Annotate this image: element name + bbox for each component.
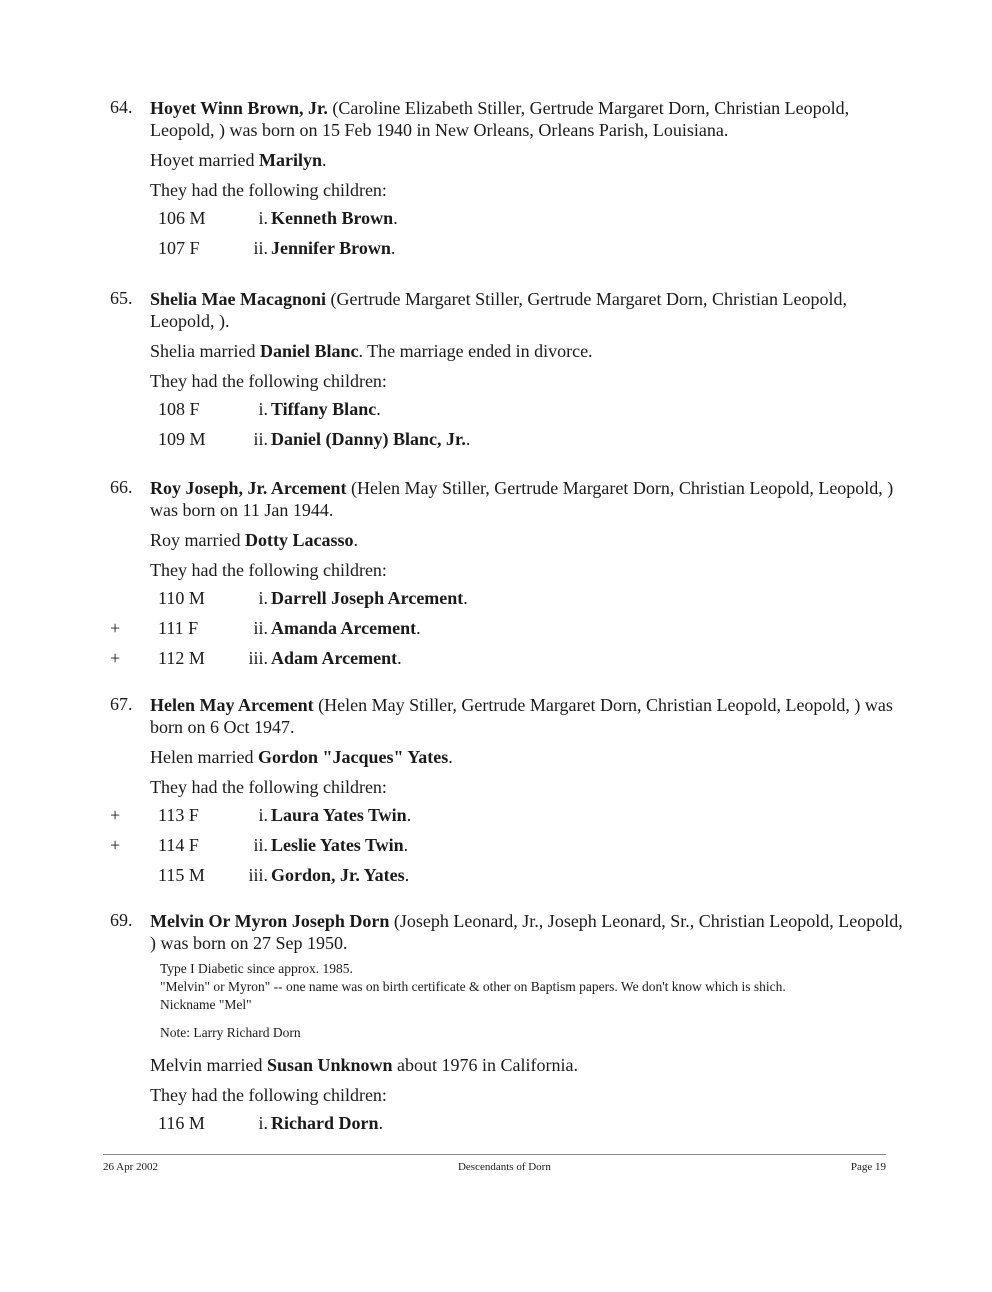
- child-index: i.: [258, 399, 268, 419]
- person-name: Melvin Or Myron Joseph Dorn: [150, 911, 390, 931]
- child-index: ii.: [253, 835, 268, 855]
- entry-number: 65.: [110, 288, 133, 308]
- person-details: (Gertrude Margaret Stiller, Gertrude Margaret Dorn, Christian Leopold, Leopold, ).: [150, 289, 847, 331]
- marriage-line: [150, 746, 910, 768]
- entry-heading: [150, 694, 910, 738]
- marriage-line: [150, 1054, 910, 1076]
- children-intro: They had the following children:: [150, 560, 387, 580]
- child-row: [150, 1108, 910, 1138]
- person-name: Shelia Mae Macagnoni: [150, 289, 326, 309]
- child-name: Gordon, Jr. Yates.: [271, 865, 410, 885]
- children-list: [150, 394, 910, 454]
- child-id: 111 F: [158, 618, 199, 638]
- marriage-line: [150, 149, 910, 171]
- note-line: Type I Diabetic since approx. 1985.: [160, 961, 353, 976]
- entry-number: 67.: [110, 694, 133, 714]
- child-row: [150, 233, 910, 263]
- child-name: Leslie Yates Twin.: [271, 835, 409, 855]
- children-list: [110, 800, 910, 890]
- child-id: 106 M: [158, 208, 206, 228]
- child-name: Daniel (Danny) Blanc, Jr..: [271, 429, 471, 449]
- entry-66: [110, 477, 910, 673]
- footer-date: 26 Apr 2002: [103, 1161, 158, 1173]
- child-id: 107 F: [158, 238, 200, 258]
- child-index: ii.: [253, 618, 268, 638]
- children-list: [150, 1108, 910, 1138]
- children-intro: They had the following children:: [150, 180, 387, 200]
- marriage-suffix: .: [448, 747, 453, 767]
- person-name: Hoyet Winn Brown, Jr.: [150, 98, 328, 118]
- spouse-name: Daniel Blanc: [259, 341, 359, 361]
- children-intro: They had the following children:: [150, 1085, 387, 1105]
- marriage-prefix: Shelia married: [150, 341, 260, 361]
- child-name: Tiffany Blanc.: [271, 399, 381, 419]
- entry-67: [110, 694, 910, 890]
- has-descendants-marker: +: [110, 648, 121, 668]
- marriage-suffix: about 1976 in California.: [392, 1055, 579, 1075]
- children-intro: They had the following children:: [150, 371, 387, 391]
- child-row: [110, 830, 910, 860]
- entry-number: 66.: [110, 477, 133, 497]
- child-id: 113 F: [158, 805, 199, 825]
- entry-69: [110, 910, 910, 1138]
- spouse-name: Dotty Lacasso: [244, 530, 354, 550]
- person-details: (Helen May Stiller, Gertrude Margaret Dorn, Christian Leopold, Leopold, ) was born on 11 Jan 1944.: [150, 478, 894, 520]
- child-row: [150, 860, 910, 890]
- marriage-line: [150, 529, 910, 551]
- child-name: Amanda Arcement.: [271, 618, 421, 638]
- child-name: Darrell Joseph Arcement.: [271, 588, 468, 608]
- spouse-name: Marilyn: [258, 150, 322, 170]
- person-details: (Helen May Stiller, Gertrude Margaret Dorn, Christian Leopold, Leopold, ) was born on 6 Oct 1947.: [150, 695, 893, 737]
- person-name: Roy Joseph, Jr. Arcement: [150, 478, 347, 498]
- person-name: Helen May Arcement: [150, 695, 314, 715]
- notes-block: [160, 960, 910, 1042]
- child-row: [150, 203, 910, 233]
- has-descendants-marker: +: [110, 805, 121, 825]
- child-index: i.: [258, 208, 268, 228]
- child-row: [110, 643, 910, 673]
- entry-heading: [150, 288, 910, 332]
- marriage-prefix: Hoyet married: [150, 150, 259, 170]
- marriage-prefix: Helen married: [150, 747, 258, 767]
- child-row: [150, 394, 910, 424]
- child-row: [150, 424, 910, 454]
- child-index: iii.: [248, 865, 268, 885]
- child-index: iii.: [248, 648, 268, 668]
- marriage-line: [150, 340, 910, 362]
- footer-page-number: Page 19: [850, 1161, 886, 1173]
- person-details: (Caroline Elizabeth Stiller, Gertrude Margaret Dorn, Christian Leopold, Leopold, ) was born on 15 Feb 1940 in New Orleans, Orleans Parish, Louisiana.: [150, 98, 850, 140]
- child-name: Adam Arcement.: [271, 648, 402, 668]
- child-id: 116 M: [158, 1113, 205, 1133]
- child-index: i.: [258, 588, 268, 608]
- marriage-prefix: Roy married: [150, 530, 245, 550]
- note-attribution: Note: Larry Richard Dorn: [160, 1025, 301, 1040]
- child-id: 108 F: [158, 399, 200, 419]
- page-footer: [103, 1154, 886, 1173]
- marriage-prefix: Melvin married: [150, 1055, 267, 1075]
- child-row: [110, 613, 910, 643]
- spouse-name: Susan Unknown: [266, 1055, 393, 1075]
- marriage-suffix: .: [353, 530, 358, 550]
- footer-title: Descendants of Dorn: [457, 1161, 551, 1173]
- children-intro: They had the following children:: [150, 777, 387, 797]
- child-name: Laura Yates Twin.: [271, 805, 412, 825]
- child-row: [150, 583, 910, 613]
- entry-heading: [150, 910, 910, 954]
- child-id: 109 M: [158, 429, 206, 449]
- marriage-suffix: . The marriage ended in divorce.: [358, 341, 593, 361]
- child-index: i.: [258, 805, 268, 825]
- child-id: 115 M: [158, 865, 205, 885]
- entry-65: [110, 288, 910, 454]
- has-descendants-marker: +: [110, 835, 121, 855]
- entry-number: 64.: [110, 97, 133, 117]
- entry-heading: [150, 477, 910, 521]
- child-name: Jennifer Brown.: [271, 238, 396, 258]
- children-list: [110, 583, 910, 673]
- entry-heading: [150, 97, 910, 141]
- child-id: 112 M: [158, 648, 205, 668]
- has-descendants-marker: +: [110, 618, 121, 638]
- child-name: Richard Dorn.: [271, 1113, 383, 1133]
- child-index: i.: [258, 1113, 268, 1133]
- child-index: ii.: [253, 429, 268, 449]
- child-id: 110 M: [158, 588, 205, 608]
- child-id: 114 F: [158, 835, 199, 855]
- child-index: ii.: [253, 238, 268, 258]
- person-details: (Joseph Leonard, Jr., Joseph Leonard, Sr., Christian Leopold, Leopold, ) was born on 27 Sep 1950.: [150, 911, 903, 953]
- children-list: [150, 203, 910, 263]
- spouse-name: Gordon "Jacques" Yates: [257, 747, 449, 767]
- child-name: Kenneth Brown.: [271, 208, 398, 228]
- child-row: [110, 800, 910, 830]
- marriage-suffix: .: [321, 150, 327, 170]
- note-line: "Melvin" or Myron" -- one name was on birth certificate & other on Baptism papers. We don't know which is shich.: [160, 979, 786, 994]
- note-line: Nickname "Mel": [160, 997, 252, 1012]
- entry-64: [110, 97, 910, 263]
- entry-number: 69.: [110, 910, 133, 930]
